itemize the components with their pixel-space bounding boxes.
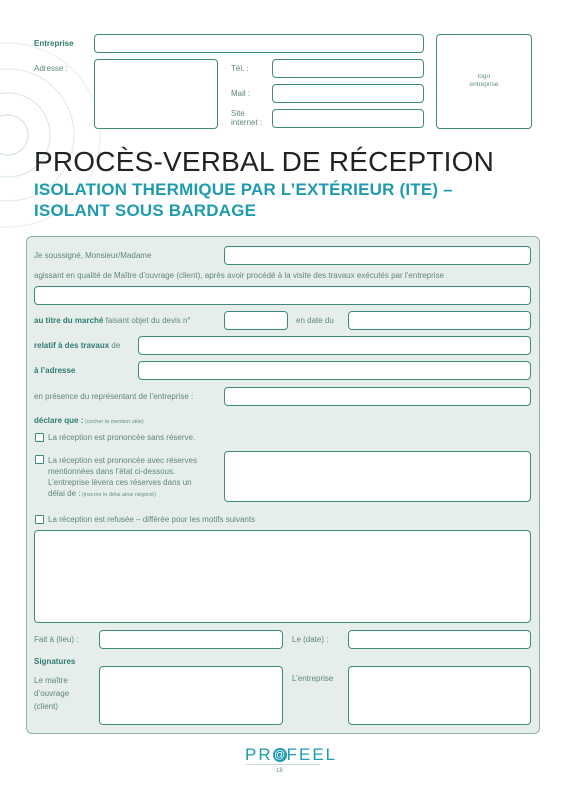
fait-a-field[interactable] [99,630,283,649]
logo-text-right: FEEL [286,745,338,764]
logo-at-icon: @ [274,749,286,761]
motifs-field[interactable] [34,530,531,623]
logo-placeholder-line1: logo [477,73,491,80]
option-sans-reserve-label: La réception est prononcée sans réserve. [48,433,196,442]
option2-line4 [48,488,197,501]
adresse-travaux-field[interactable] [138,361,531,380]
mo-line3: (client) [34,702,59,711]
signature-client-field[interactable] [99,666,283,725]
agissant-label: agissant en qualité de Maître d’ouvrage (client), après avoir procédé à la visite des travaux exécutés par l’entreprise [34,271,444,280]
titre-marche-rest: faisant objet du devis n° [103,316,191,325]
page-number: 18 [276,768,283,774]
en-date-du-label: en date du [296,316,334,325]
representant-field[interactable] [224,387,531,406]
adresse-label: Adresse : [34,64,68,73]
relatif-label [34,341,120,350]
presence-label: en présence du représentant de l’entreprise : [34,392,194,401]
le-date-label: Le (date) : [292,635,329,644]
option2-line3: L’entreprise lèvera ces réserves dans un [48,478,192,487]
site-label-line1: Site [231,109,245,118]
site-field[interactable] [272,109,424,128]
tel-label: Tél. : [231,64,249,73]
soussigne-field[interactable] [224,246,531,265]
logo-underline [246,764,320,765]
logo-placeholder-text [436,73,532,89]
travaux-field[interactable] [138,336,531,355]
titre-marche-bold: au titre du marché [34,316,104,325]
adresse-field[interactable] [94,59,218,129]
page-title: PROCÈS-VERBAL DE RÉCEPTION [34,146,495,177]
date-field[interactable] [348,630,531,649]
entreprise-executante-field[interactable] [34,286,531,305]
checkbox-refusee[interactable] [35,515,44,524]
mo-line1: Le maître [34,676,68,685]
option2-line1: La réception est prononcée avec réserves [48,456,197,465]
entreprise-field[interactable] [94,34,424,53]
declare-label [34,416,144,425]
relatif-bold: relatif à des travaux [34,341,110,350]
entreprise-label: Entreprise [34,39,74,48]
mail-field[interactable] [272,84,424,103]
entreprise-signature-label: L’entreprise [292,674,334,683]
declare-bold: déclare que : [34,416,84,425]
declare-note: (cocher la mention utile) [83,419,144,425]
option-refusee-label: La réception est refusée – différée pour les motifs suivants [48,515,256,524]
checkbox-avec-reserves[interactable] [35,455,44,464]
signatures-label: Signatures [34,657,76,666]
devis-number-field[interactable] [224,311,288,330]
logo-text-left: PR [245,745,273,764]
reserves-field[interactable] [224,451,531,502]
mo-line2: d’ouvrage [34,689,70,698]
titre-marche-label [34,316,191,325]
option-avec-reserves-label [48,455,197,501]
site-label [231,109,262,127]
checkbox-sans-reserve[interactable] [35,433,44,442]
mail-label: Mail : [231,89,251,98]
logo-placeholder-line2: entreprise [469,81,499,88]
signature-entreprise-field[interactable] [348,666,531,725]
subtitle-line1: ISOLATION THERMIQUE PAR L’EXTÉRIEUR (ITE) – [34,180,453,199]
delai-label: délai de : [48,489,81,498]
option2-line2: mentionnées dans l’état ci-dessous. [48,467,176,476]
fait-a-label: Fait à (lieu) : [34,635,79,644]
profeel-logo [245,745,337,765]
tel-field[interactable] [272,59,424,78]
soussigne-label: Je soussigné, Monsieur/Madame [34,251,152,260]
subtitle-line2: ISOLANT SOUS BARDAGE [34,201,257,220]
adresse-travaux-label: à l’adresse [34,366,76,375]
site-label-line2: internet : [231,118,263,127]
maitre-ouvrage-label [34,674,69,713]
relatif-rest: de [109,341,121,350]
delai-note: (inscrire le délai ainsi négocié) [80,492,156,498]
devis-date-field[interactable] [348,311,531,330]
